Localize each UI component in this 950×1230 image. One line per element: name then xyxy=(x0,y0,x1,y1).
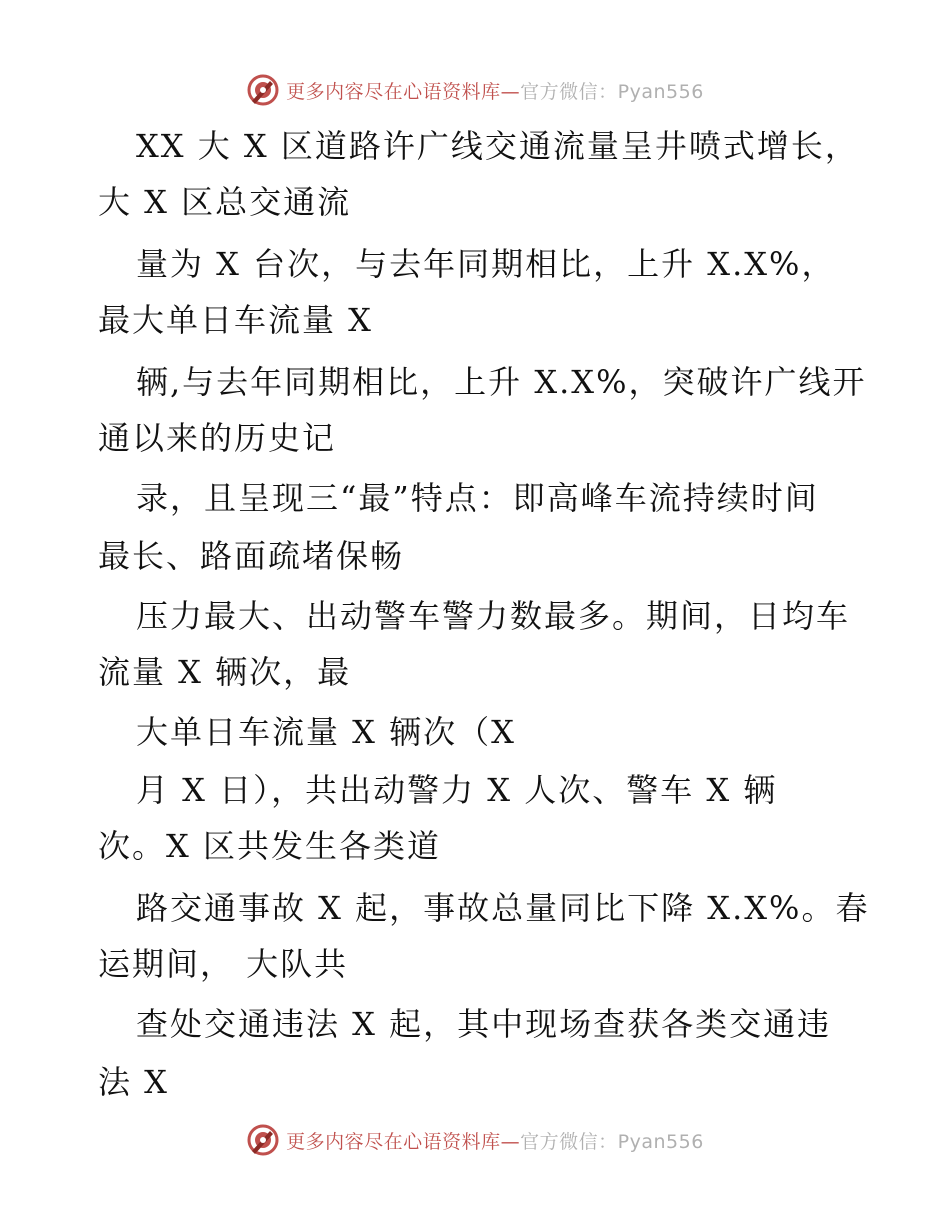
body-line: 最长、路面疏堵保畅 xyxy=(98,537,405,575)
banner-text xyxy=(286,1127,704,1154)
banner-main-text: 更多内容尽在心语资料库 xyxy=(286,1130,501,1153)
body-line: 压力最大、出动警车警力数最多。期间，日均车 xyxy=(136,597,851,635)
banner-wechat-text: 官方微信：Pyan556 xyxy=(520,80,704,103)
banner-dash: — xyxy=(500,80,521,103)
body-line: 流量 X 辆次，最 xyxy=(98,653,352,691)
body-line: 录，且呈现三“最”特点：即高峰车流持续时间 xyxy=(136,479,819,517)
banner-main-text: 更多内容尽在心语资料库 xyxy=(286,80,501,103)
banner-dash: — xyxy=(500,1130,521,1153)
body-line: 量为 X 台次，与去年同期相比，上升 X.X%， xyxy=(136,245,836,283)
body-line: 最大单日车流量 X xyxy=(98,301,373,339)
body-line: 通以来的历史记 xyxy=(98,419,337,457)
body-line: 查处交通违法 X 起，其中现场查获各类交通违 xyxy=(136,1005,832,1043)
body-line: 辆,与去年同期相比，上升 X.X%，突破许广线开 xyxy=(136,363,867,401)
banner-wechat-text: 官方微信：Pyan556 xyxy=(520,1130,704,1153)
body-line: 月 X 日），共出动警力 X 人次、警车 X 辆 xyxy=(136,771,778,809)
pen-logo-icon xyxy=(246,73,280,107)
body-line: 路交通事故 X 起，事故总量同比下降 X.X%。春 xyxy=(136,889,870,927)
header-banner xyxy=(0,70,950,110)
body-line: 大单日车流量 X 辆次（X xyxy=(136,713,516,751)
body-line: 大 X 区总交通流 xyxy=(98,183,352,221)
footer-banner xyxy=(0,1120,950,1160)
body-line: 次。X 区共发生各类道 xyxy=(98,827,441,865)
body-line: 法 X xyxy=(98,1063,169,1101)
banner-text xyxy=(286,77,704,104)
body-line: XX 大 X 区道路许广线交通流量呈井喷式增长， xyxy=(136,127,859,165)
pen-logo-icon xyxy=(246,1123,280,1157)
body-line: 运期间， 大队共 xyxy=(98,945,349,983)
